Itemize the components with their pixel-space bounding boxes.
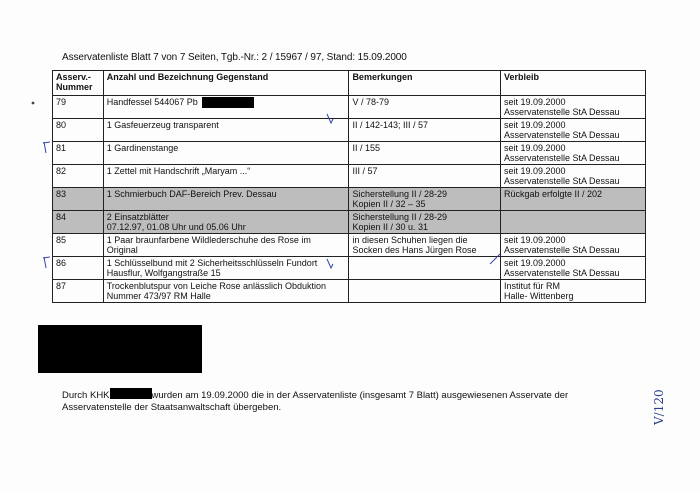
cell-remarks-text: V / 78-79 bbox=[352, 97, 389, 107]
cell-description bbox=[103, 188, 349, 211]
cell-number bbox=[53, 142, 104, 165]
cell-location-text: Institut für RM Halle- Wittenberg bbox=[503, 281, 574, 301]
cell-description-text: 1 Paar braunfarbene Wildlederschuhe des Rose im Original bbox=[106, 235, 311, 255]
cell-description bbox=[103, 257, 349, 280]
table-row bbox=[53, 211, 646, 234]
cell-location-text: seit 19.09.2000 Asservatenstelle StA Dessau bbox=[503, 166, 620, 186]
check-mark-icon bbox=[40, 140, 54, 156]
slash-mark-icon bbox=[488, 252, 502, 266]
tick-mark-icon bbox=[325, 257, 335, 271]
cell-location bbox=[500, 280, 645, 303]
cell-description bbox=[103, 234, 349, 257]
cell-number-text: 84 bbox=[56, 212, 67, 222]
cell-remarks bbox=[349, 234, 501, 257]
name-redaction bbox=[110, 388, 152, 399]
cell-remarks-text: Sicherstellung II / 28-29 Kopien II / 32 – 35 bbox=[352, 189, 447, 209]
cell-number bbox=[53, 188, 104, 211]
inventory-table bbox=[52, 70, 646, 303]
cell-remarks-text: Sicherstellung II / 28-29 Kopien II / 30 u. 31 bbox=[352, 212, 447, 232]
table-row bbox=[53, 280, 646, 303]
col-header-number-text: Asserv.- Nummer bbox=[56, 72, 93, 92]
cell-description bbox=[103, 165, 349, 188]
cell-number-text: 83 bbox=[56, 189, 67, 199]
cell-description bbox=[103, 280, 349, 303]
cell-description-text: Trockenblutspur von Leiche Rose anlässlich Obduktion Nummer 473/97 RM Halle bbox=[106, 281, 326, 301]
cell-remarks bbox=[349, 96, 501, 119]
dot-mark-icon bbox=[30, 100, 36, 106]
cell-location bbox=[500, 211, 645, 234]
col-header-location: Verbleib bbox=[500, 71, 645, 96]
cell-number-text: 81 bbox=[56, 143, 67, 153]
cell-location bbox=[500, 165, 645, 188]
cell-number-text: 80 bbox=[56, 120, 67, 130]
list-header: Asservatenliste Blatt 7 von 7 Seiten, Tgb.-Nr.: 2 / 15967 / 97, Stand: 15.09.2000 bbox=[62, 52, 407, 63]
cell-number-text: 82 bbox=[56, 166, 67, 176]
cell-remarks bbox=[349, 142, 501, 165]
cell-number bbox=[53, 280, 104, 303]
cell-number bbox=[53, 257, 104, 280]
cell-remarks bbox=[349, 165, 501, 188]
table-header-row bbox=[53, 71, 646, 96]
cell-description bbox=[103, 142, 349, 165]
table-row bbox=[53, 96, 646, 119]
cell-location-text: seit 19.09.2000 Asservatenstelle StA Dessau bbox=[503, 97, 620, 117]
redaction-block bbox=[38, 325, 202, 373]
cell-number-text: 87 bbox=[56, 281, 67, 291]
cell-number bbox=[53, 119, 104, 142]
cell-remarks-text: II / 155 bbox=[352, 143, 380, 153]
cell-remarks bbox=[349, 188, 501, 211]
table-row bbox=[53, 234, 646, 257]
cell-number-text: 79 bbox=[56, 97, 67, 107]
cell-remarks bbox=[349, 119, 501, 142]
cell-location bbox=[500, 234, 645, 257]
cell-description bbox=[103, 96, 349, 119]
cell-remarks-text: in diesen Schuhen liegen die Socken des Hans Jürgen Rose bbox=[352, 235, 477, 255]
cell-remarks bbox=[349, 211, 501, 234]
cell-location-text: seit 19.09.2000 Asservatenstelle StA Dessau bbox=[503, 143, 620, 163]
cell-description-text: 1 Schmierbuch DAF-Bereich Prev. Dessau bbox=[106, 189, 277, 199]
cell-location bbox=[500, 142, 645, 165]
table-row bbox=[53, 188, 646, 211]
col-header-description: Anzahl und Bezeichnung Gegenstand bbox=[103, 71, 349, 96]
table-row bbox=[53, 165, 646, 188]
cell-location-text: seit 19.09.2000 Asservatenstelle StA Dessau bbox=[503, 235, 620, 255]
cell-number-text: 85 bbox=[56, 235, 67, 245]
col-header-remarks: Bemerkungen bbox=[349, 71, 501, 96]
cell-location bbox=[500, 257, 645, 280]
page-stamp: V/120 bbox=[652, 389, 666, 425]
table-row bbox=[53, 142, 646, 165]
table-row bbox=[53, 119, 646, 142]
cell-number bbox=[53, 165, 104, 188]
handover-prefix: Durch KHK bbox=[62, 390, 110, 401]
cell-location bbox=[500, 96, 645, 119]
cell-location bbox=[500, 188, 645, 211]
cell-description-text: 1 Zettel mit Handschrift „Maryam ...“ bbox=[106, 166, 251, 176]
cell-location-text: seit 19.09.2000 Asservatenstelle StA Dessau bbox=[503, 120, 620, 140]
cell-remarks bbox=[349, 257, 501, 280]
tick-mark-icon bbox=[325, 112, 335, 126]
cell-description-text: 1 Gasfeuerzeug transparent bbox=[106, 120, 219, 130]
cell-description bbox=[103, 119, 349, 142]
cell-description-text: Handfessel 544067 Pb bbox=[106, 97, 198, 107]
table-row bbox=[53, 257, 646, 280]
col-header-number bbox=[53, 71, 104, 96]
cell-location bbox=[500, 119, 645, 142]
cell-number bbox=[53, 96, 104, 119]
cell-number-text: 86 bbox=[56, 258, 67, 268]
cell-remarks bbox=[349, 280, 501, 303]
cell-remarks-text: II / 142-143; III / 57 bbox=[352, 120, 428, 130]
cell-number bbox=[53, 211, 104, 234]
name-redaction bbox=[202, 97, 254, 108]
handover-note bbox=[62, 388, 602, 414]
cell-location-text: seit 19.09.2000 Asservatenstelle StA Dessau bbox=[503, 258, 620, 278]
cell-description-text: 1 Gardinenstange bbox=[106, 143, 179, 153]
handover-suffix: wurden am 19.09.2000 die in der Asservatenliste (insgesamt 7 Blatt) ausgewiesenen Asservate der Asservatenstelle der Staatsanwaltschaft übergeben. bbox=[62, 390, 569, 413]
cell-description bbox=[103, 211, 349, 234]
cell-location-text: Rückgab erfolgte II / 202 bbox=[503, 189, 603, 199]
check-mark-icon bbox=[40, 255, 54, 271]
cell-description-text: 2 Einsatzblätter 07.12.97, 01.08 Uhr und 05.06 Uhr bbox=[106, 212, 246, 232]
cell-description-text: 1 Schlüsselbund mit 2 Sicherheitsschlüsseln Fundort Hausflur, Wolfgangstraße 15 bbox=[106, 258, 318, 278]
cell-remarks-text: III / 57 bbox=[352, 166, 378, 176]
cell-number bbox=[53, 234, 104, 257]
